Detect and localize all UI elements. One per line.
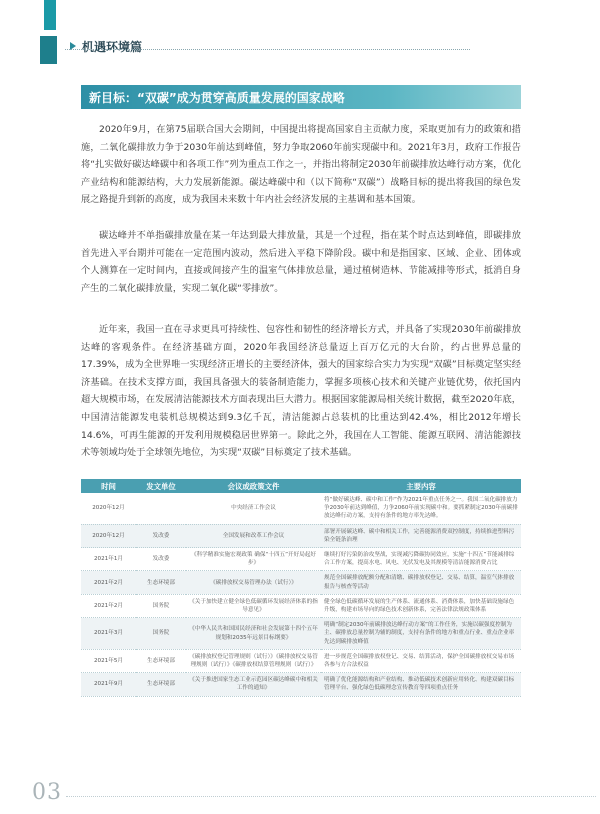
cell-unit: 生态环境部 (136, 571, 186, 594)
cell-unit: 发改委 (136, 524, 186, 547)
cell-unit: 生态环境部 (136, 649, 186, 672)
table-header-row (81, 479, 521, 493)
cell-unit: 生态环境部 (136, 673, 186, 696)
table-row (81, 618, 521, 650)
header-unit: 发文单位 (136, 479, 186, 493)
cell-unit: 发改委 (136, 548, 186, 571)
cell-content: 部署开展碳达峰、碳中和相关工作，完善能源消费双控制度，持续推进塑料污染全链条治理 (321, 524, 521, 547)
header-divider (65, 49, 470, 50)
cell-time: 2021年5月 (81, 649, 136, 672)
corner-dark-bar (40, 36, 57, 64)
table-row (81, 524, 521, 547)
header-doc: 会议或政策文件 (186, 479, 321, 493)
cell-time: 2020年12月 (81, 493, 136, 524)
paragraph-2: 碳达峰并不单指碳排放量在某一年达到最大排放量，其是一个过程，指在某个时点达到峰值，即碳排放首先进入平台期并可能在一定范围内波动，然后进入平稳下降阶段。碳中和是指国家、区域、企业、团体或个人测算在一定时间内，直接或间接产生的温室气体排放总量，通过植树造林、节能减排等形式，抵消自身产生的二氧化碳排放量，实现二氧化碳“零排放”。 (81, 230, 521, 294)
table-row (81, 673, 521, 696)
section-header (70, 38, 142, 55)
paragraph-3: 近年来，我国一直在寻求更具可持续性、包容性和韧性的经济增长方式，并具备了实现2030年前碳排放达峰的客观条件。在经济基础方面，2020年我国经济总量迈上百万亿元的大台阶，约占世界总量的17.39%，成为全世界唯一实现经济正增长的主要经济体，强大的国家综合实力为实现“双碳”目标奠定坚实经济基础。在技术支撑方面，我国具备强大的装备制造能力，掌握多项核心技术和关键产业链优势，依托国内超大规模市场，在发展清洁能源技术方面表现出巨大潜力。根据国家能源局相关统计数据，截至2020年底，中国清洁能源发电装机总规模达到9.3亿千瓦，清洁能源占总装机的比重达到42.4%，相比2012年增长14.6%，可再生能源的开发利用规模稳居世界第一。除此之外，我国在人工智能、能源互联网、清洁能源技术等领域均处于全球领先地位，为实现“双碳”目标奠定了技术基础。 (81, 324, 521, 459)
cell-content: 继续打好污染防治攻坚战，实现减污降碳协同效应，实施“十四五”节能减排综合工作方案，提高水电、风电、光伏发电及其规模等清洁能源消费占比 (321, 548, 521, 571)
cell-doc: 《中华人民共和国国民经济和社会发展第十四个五年规划和2035年远景目标纲要》 (186, 618, 321, 650)
table-row (81, 548, 521, 571)
cell-content: 进一步规范全国碳排放权登记、交易、结算活动，保护全国碳排放权交易市场各参与方合法权益 (321, 649, 521, 672)
table-row (81, 571, 521, 594)
banner-title: 新目标：“双碳”成为贯穿高质量发展的国家战略 (89, 91, 345, 105)
cell-time: 2021年1月 (81, 548, 136, 571)
table-row (81, 493, 521, 524)
cell-doc: 中央经济工作会议 (186, 493, 321, 524)
section-title: 机遇环境篇 (82, 40, 143, 54)
cell-content: 将“做好碳达峰、碳中和工作”作为2021年重点任务之一。我国二氧化碳排放力争2030年前达到峰值，力争2060年前实现碳中和。要抓紧制定2030年前碳排放达峰行动方案，支持有条件的地方率先达峰。 (321, 493, 521, 524)
cell-time: 2021年2月 (81, 594, 136, 617)
header-time: 时间 (81, 479, 136, 493)
cell-doc: 《碳排放权交易管理办法（试行）》 (186, 571, 321, 594)
cell-content: 健全绿色低碳循环发展的生产体系、流通体系、消费体系，加快基础设施绿色升级，构建市场导向的绿色技术创新体系，完善法律法规政策体系 (321, 594, 521, 617)
cell-doc: 《关于加快建立健全绿色低碳循环发展经济体系的指导意见》 (186, 594, 321, 617)
cell-doc: 《科学精准实施宏观政策 确保“十四五”开好局起好步》 (186, 548, 321, 571)
table-row (81, 649, 521, 672)
cell-time: 2021年9月 (81, 673, 136, 696)
paragraph-1: 2020年9月，在第75届联合国大会期间，中国提出将提高国家自主贡献力度，采取更加有力的政策和措施，二氧化碳排放力争于2030年前达到峰值，努力争取2060年前实现碳中和。2021年3月，政府工作报告将“扎实做好碳达峰碳中和各项工作”列为重点工作之一，并指出将制定2030年前碳排放达峰行动方案，优化产业结构和能源结构，大力发展新能源。碳达峰碳中和（以下简称“双碳”）战略目标的提出将我国的绿色发展之路提升到新的高度，成为我国未来数十年内社会经济发展的主基调和基本国策。 (81, 124, 521, 206)
cell-content: 明确了优化能源结构和产业结构、推动低碳技术创新应用转化、构建双碳目标管理平台、强化绿色低碳理念宣传教育等四项重点任务 (321, 673, 521, 696)
cell-unit (136, 493, 186, 524)
cell-time: 2020年12月 (81, 524, 136, 547)
cell-unit: 国务院 (136, 618, 186, 650)
cell-time: 2021年2月 (81, 571, 136, 594)
cell-doc: 《碳排放权登记管理规则（试行）》《碳排放权交易管理规则（试行）》《碳排放权结算管理规则（试行）》 (186, 649, 321, 672)
cell-doc: 全国发展和改革工作会议 (186, 524, 321, 547)
corner-teal-bar (44, 0, 56, 30)
section-banner (81, 85, 521, 109)
cell-time: 2021年3月 (81, 618, 136, 650)
cell-content: 规范全国碳排放配额分配和清缴、碳排放权登记、交易、结算，温室气体排放报告与核查等活动 (321, 571, 521, 594)
cell-doc: 《关于推进国家生态工业示范园区碳达峰碳中和相关工作的通知》 (186, 673, 321, 696)
cell-content: 明确“制定2030年前碳排放达峰行动方案”的工作任务，实施以碳强度控制为主、碳排放总量控制为辅的制度，支持有条件的地方和重点行业、重点企业率先达到碳排放峰值 (321, 618, 521, 650)
page-number: 03 (32, 780, 62, 805)
table-row (81, 594, 521, 617)
cell-unit: 国务院 (136, 594, 186, 617)
policy-table (81, 479, 521, 697)
header-content: 主要内容 (321, 479, 521, 493)
footer-divider (66, 796, 596, 797)
